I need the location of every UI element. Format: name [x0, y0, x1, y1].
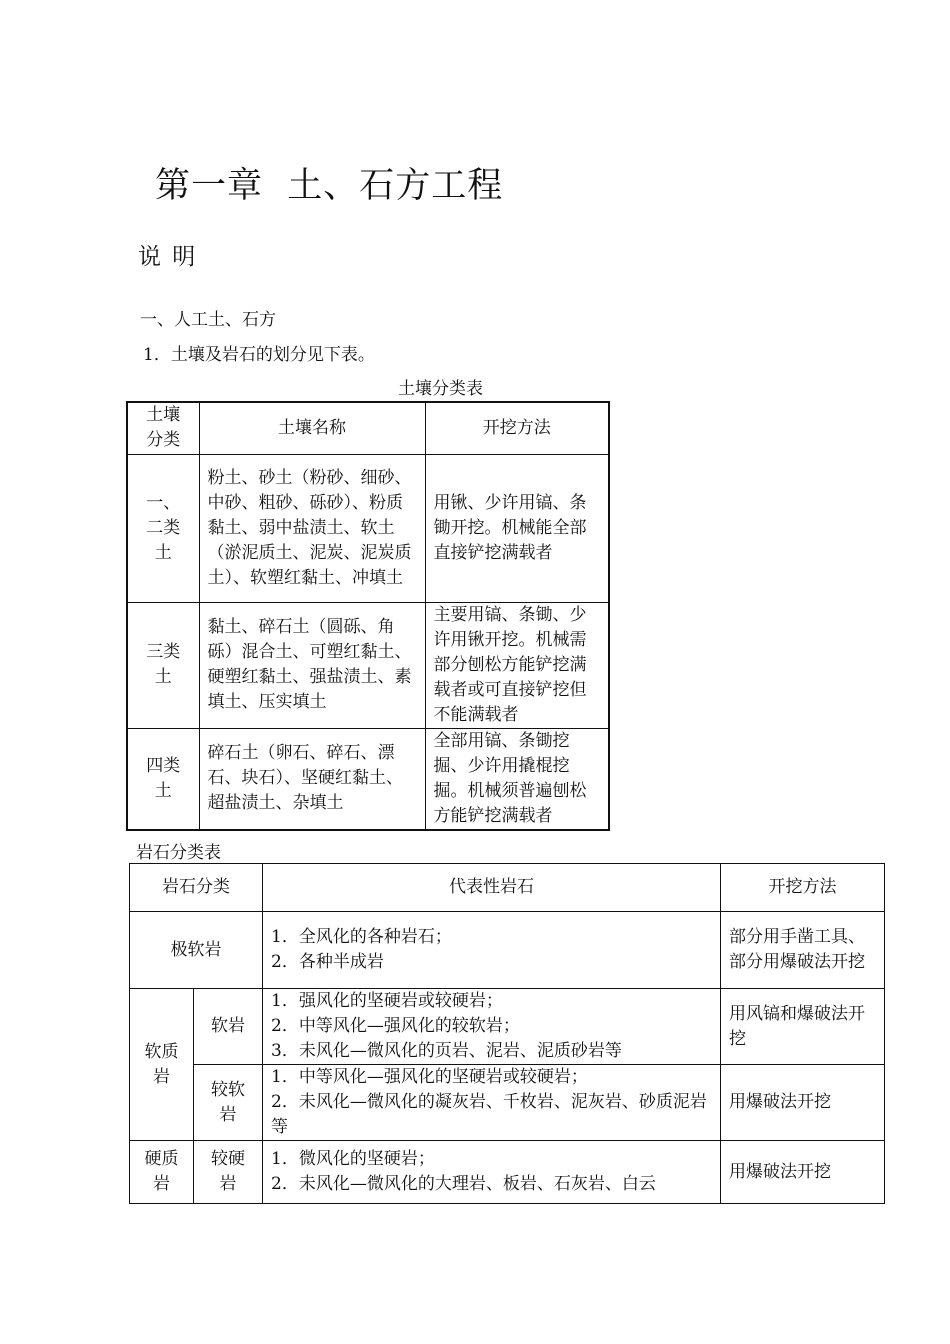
soil-method-cell: 用锹、少许用镐、条锄开挖。机械能全部直接铲挖满载者 [425, 454, 609, 602]
rock-group-cell: 极软岩 [130, 912, 263, 989]
rock-group-cell: 硬质岩 [130, 1141, 194, 1204]
rock-sub-cell: 较硬岩 [194, 1141, 263, 1204]
rock-method-cell: 部分用手凿工具、部分用爆破法开挖 [721, 912, 885, 989]
rock-lines-cell [263, 1141, 721, 1204]
table-row [127, 602, 609, 728]
rock-line: 2．中等风化—强风化的较软岩； [271, 1016, 520, 1036]
rock-line: 1．中等风化—强风化的坚硬岩或较硬岩； [271, 1067, 588, 1087]
rock-line: 1．全风化的各种岩石； [271, 927, 452, 947]
soil-classification-table [126, 401, 610, 831]
rock-classification-table [129, 863, 885, 1204]
rock-method-cell: 用爆破法开挖 [721, 1141, 885, 1204]
soil-method-cell: 主要用镐、条锄、少许用锹开挖。机械需部分刨松方能铲挖满载者或可直接铲挖但不能满载者 [425, 602, 609, 728]
header-soil-method: 开挖方法 [425, 402, 609, 454]
soil-names-cell: 粉土、砂土（粉砂、细砂、中砂、粗砂、砾砂）、粉质黏土、弱中盐渍土、软土（淤泥质土、泥炭、泥炭质土）、软塑红黏土、冲填土 [199, 454, 425, 602]
table-row [127, 454, 609, 602]
soil-class-cell: 一、二类土 [127, 454, 199, 602]
table-row [130, 1141, 885, 1204]
rock-line: 2．未风化—微风化的凝灰岩、千枚岩、泥灰岩、砂质泥岩等 [271, 1092, 707, 1137]
soil-class-cell: 四类土 [127, 728, 199, 830]
soil-class-cell: 三类土 [127, 602, 199, 728]
soil-method-cell: 全部用镐、条锄挖掘、少许用撬棍挖掘。机械须普遍刨松方能铲挖满载者 [425, 728, 609, 830]
rock-lines-cell [263, 989, 721, 1065]
rock-table-caption: 岩石分类表 [136, 843, 221, 863]
soil-table-caption: 土壤分类表 [398, 379, 483, 399]
section-title: 说 明 [138, 244, 198, 270]
table-row [127, 728, 609, 830]
rock-line: 2．未风化—微风化的大理岩、板岩、石灰岩、白云 [271, 1174, 656, 1194]
header-soil-class: 土壤分类 [127, 402, 199, 454]
table-row [130, 912, 885, 989]
rock-sub-cell: 较软岩 [194, 1065, 263, 1141]
soil-names-cell: 黏土、碎石土（圆砾、角砾）混合土、可塑红黏土、硬塑红黏土、强盐渍土、素填土、压实填土 [199, 602, 425, 728]
rock-line: 2．各种半成岩 [271, 952, 384, 972]
table-row [130, 989, 885, 1065]
rock-line: 1．强风化的坚硬岩或较硬岩； [271, 991, 503, 1011]
header-rock-representative: 代表性岩石 [263, 864, 721, 912]
rock-lines-cell [263, 1065, 721, 1141]
rock-group-cell: 软质岩 [130, 989, 194, 1141]
rock-method-cell: 用风镐和爆破法开挖 [721, 989, 885, 1065]
rock-lines-cell [263, 912, 721, 989]
rock-line: 1．微风化的坚硬岩； [271, 1149, 435, 1169]
table-row [130, 1065, 885, 1141]
chapter-title: 第一章 土、石方工程 [155, 166, 504, 206]
header-rock-method: 开挖方法 [721, 864, 885, 912]
soil-names-cell: 碎石土（卵石、碎石、漂石、块石）、坚硬红黏土、超盐渍土、杂填土 [199, 728, 425, 830]
rock-line: 3．未风化—微风化的页岩、泥岩、泥质砂岩等 [271, 1041, 622, 1061]
sub-heading: 一、人工土、石方 [140, 310, 276, 330]
item-1: 1．土壤及岩石的划分见下表。 [143, 345, 375, 365]
header-rock-class: 岩石分类 [130, 864, 263, 912]
rock-method-cell: 用爆破法开挖 [721, 1065, 885, 1141]
rock-sub-cell: 软岩 [194, 989, 263, 1065]
header-soil-name: 土壤名称 [199, 402, 425, 454]
